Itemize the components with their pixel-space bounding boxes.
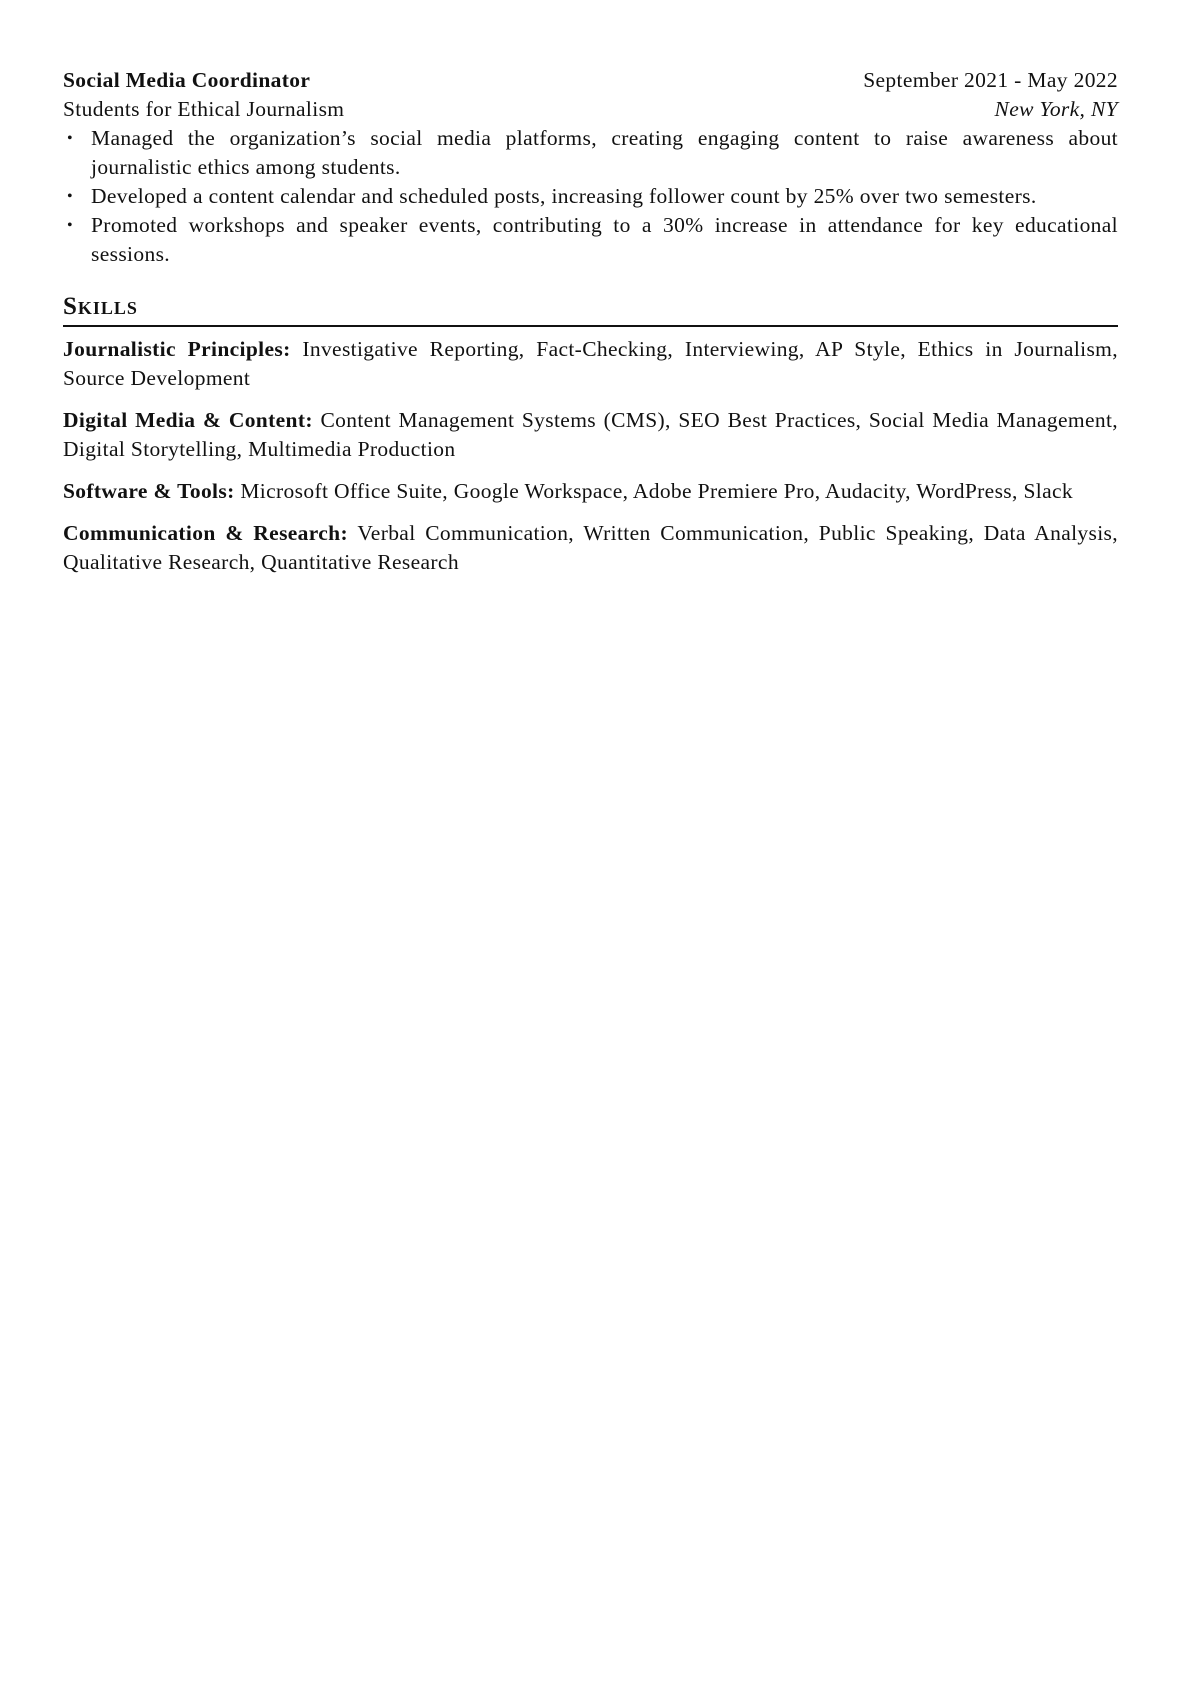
skill-label: Digital Media & Content: (63, 408, 313, 432)
section-heading-skills: Skills (63, 293, 138, 320)
bullet-item: • Promoted workshops and speaker events, contributing to a 30% increase in attendance for key educational sessions. (91, 211, 1118, 269)
skill-value: Microsoft Office Suite, Google Workspace, Adobe Premiere Pro, Audacity, WordPress, Slack (240, 479, 1073, 503)
experience-entry (63, 66, 1118, 269)
skill-row (63, 406, 1118, 464)
job-dates: September 2021 - May 2022 (863, 68, 1118, 92)
skill-label: Communication & Research: (63, 521, 348, 545)
experience-bullets (63, 124, 1118, 269)
bullet-item: • Developed a content calendar and scheduled posts, increasing follower count by 25% over two semesters. (91, 182, 1118, 211)
job-title: Social Media Coordinator (63, 68, 311, 92)
skill-row (63, 519, 1118, 577)
resume-page (63, 66, 1118, 590)
bullet-item: • Managed the organization’s social media platforms, creating engaging content to raise awareness about journalistic ethics among students. (91, 124, 1118, 182)
skill-value: Investigative Reporting, Fact-Checking, Interviewing, AP Style, Ethics in Journalism, Source Development (63, 337, 1118, 390)
section-divider (63, 325, 1118, 327)
skill-label: Software & Tools: (63, 479, 235, 503)
skill-value: Content Management Systems (CMS), SEO Best Practices, Social Media Management, Digital Storytelling, Multimedia Production (63, 408, 1118, 461)
skill-label: Journalistic Principles: (63, 337, 291, 361)
skill-row (63, 477, 1118, 506)
skill-value: Verbal Communication, Written Communication, Public Speaking, Data Analysis, Qualitative Research, Quantitative Research (63, 521, 1118, 574)
skill-row (63, 335, 1118, 393)
organization: Students for Ethical Journalism (63, 97, 345, 121)
location: New York, NY (994, 97, 1118, 121)
